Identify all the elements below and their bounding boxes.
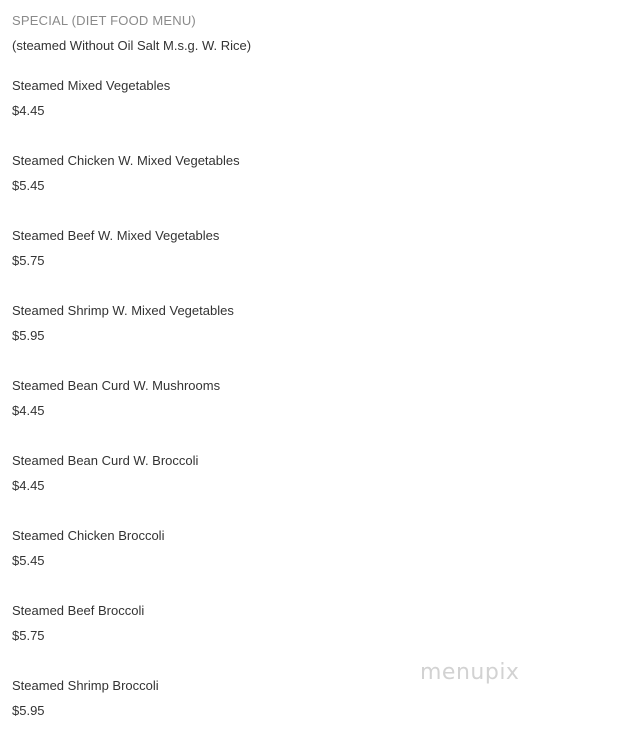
item-price: $5.45 xyxy=(12,178,45,193)
item-price: $5.95 xyxy=(12,703,45,718)
section-title: SPECIAL (DIET FOOD MENU) xyxy=(12,13,196,28)
item-name: Steamed Beef Broccoli xyxy=(12,603,145,618)
item-name: Steamed Bean Curd W. Broccoli xyxy=(12,453,199,468)
item-price: $4.45 xyxy=(12,478,45,493)
menupix-watermark: menupix xyxy=(420,660,520,685)
item-price: $4.45 xyxy=(12,403,45,418)
item-name: Steamed Bean Curd W. Mushrooms xyxy=(12,378,221,393)
item-price: $5.45 xyxy=(12,553,45,568)
item-price: $5.75 xyxy=(12,628,45,643)
item-price: $4.45 xyxy=(12,103,45,118)
item-name: Steamed Chicken Broccoli xyxy=(12,528,165,543)
item-name: Steamed Beef W. Mixed Vegetables xyxy=(12,228,220,243)
item-name: Steamed Shrimp W. Mixed Vegetables xyxy=(12,303,234,318)
item-name: Steamed Chicken W. Mixed Vegetables xyxy=(12,153,240,168)
item-name: Steamed Shrimp Broccoli xyxy=(12,678,159,693)
section-subtitle: (steamed Without Oil Salt M.s.g. W. Rice) xyxy=(12,38,252,53)
item-name: Steamed Mixed Vegetables xyxy=(12,78,171,93)
item-price: $5.75 xyxy=(12,253,45,268)
item-price: $5.95 xyxy=(12,328,45,343)
